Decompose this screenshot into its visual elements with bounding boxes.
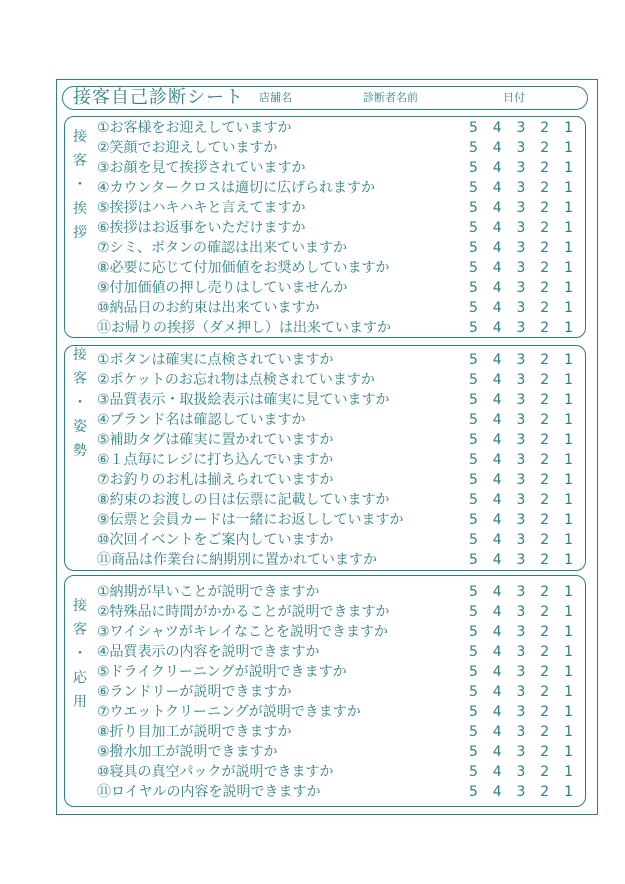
score-option[interactable]: 1: [564, 624, 573, 640]
score-option[interactable]: 5: [469, 552, 478, 568]
question-text: ⑧必要に応じて付加価値をお奨めしていますか: [97, 260, 390, 276]
question-text: ②特殊品に時間がかかることが説明できますか: [97, 604, 390, 620]
question-text: ⑨撥水加工が説明できますか: [97, 744, 278, 760]
score-option[interactable]: 3: [516, 452, 526, 468]
score-option[interactable]: 3: [516, 352, 526, 368]
question-text: ①ボタンは確実に点検されていますか: [97, 352, 334, 368]
score-option[interactable]: 3: [516, 512, 526, 528]
score-option[interactable]: 1: [564, 352, 573, 368]
section-title-char: ・: [73, 646, 87, 662]
score-option[interactable]: 3: [516, 744, 526, 760]
question-text: ①納期が早いことが説明できますか: [97, 584, 320, 600]
score-option[interactable]: 4: [492, 300, 502, 316]
question-text: ⑦ウエットクリーニングが説明できますか: [97, 704, 361, 720]
question-row: [97, 298, 577, 318]
score-option[interactable]: 3: [516, 412, 526, 428]
score-options: [469, 602, 573, 622]
question-row: [97, 218, 577, 238]
question-row: [97, 370, 577, 390]
score-option[interactable]: 3: [516, 684, 526, 700]
score-options: [469, 238, 573, 258]
score-option[interactable]: 4: [492, 372, 502, 388]
score-option[interactable]: 2: [540, 372, 550, 388]
score-option[interactable]: 2: [540, 604, 550, 620]
score-options: [469, 662, 573, 682]
score-option[interactable]: 1: [564, 140, 573, 156]
score-options: [469, 722, 573, 742]
score-option[interactable]: 2: [540, 532, 550, 548]
score-option[interactable]: 5: [469, 784, 478, 800]
score-option[interactable]: 2: [540, 744, 550, 760]
section-title-char: 姿: [73, 419, 87, 435]
score-options: [469, 702, 573, 722]
question-row: [97, 622, 577, 642]
score-option[interactable]: 2: [540, 260, 550, 276]
question-row: [97, 530, 577, 550]
score-option[interactable]: 4: [492, 604, 502, 620]
section-title-char: 接: [73, 129, 87, 145]
score-option[interactable]: 2: [540, 200, 550, 216]
score-option[interactable]: 5: [469, 300, 478, 316]
score-option[interactable]: 3: [516, 664, 526, 680]
score-option[interactable]: 5: [469, 220, 478, 236]
section-title-char: 用: [73, 694, 87, 710]
score-option[interactable]: 1: [564, 200, 573, 216]
score-option[interactable]: 2: [540, 412, 550, 428]
question-text: ⑧折り目加工が説明できますか: [97, 724, 292, 740]
score-option[interactable]: 4: [492, 584, 502, 600]
score-option[interactable]: 1: [564, 664, 573, 680]
score-option[interactable]: 2: [540, 724, 550, 740]
score-options: [469, 258, 573, 278]
question-text: ⑦お釣りのお札は揃えられていますか: [97, 472, 334, 488]
score-option[interactable]: 3: [516, 140, 526, 156]
score-option[interactable]: 4: [492, 200, 502, 216]
score-option[interactable]: 4: [492, 180, 502, 196]
question-row: [97, 318, 577, 338]
question-text: ②笑顔でお迎えしていますか: [97, 140, 278, 156]
score-option[interactable]: 5: [469, 604, 478, 620]
score-options: [469, 470, 573, 490]
score-option[interactable]: 4: [492, 392, 502, 408]
score-option[interactable]: 5: [469, 260, 478, 276]
score-option[interactable]: 3: [516, 240, 526, 256]
section-title-char: 接: [73, 347, 87, 363]
score-option[interactable]: 5: [469, 624, 478, 640]
score-option[interactable]: 2: [540, 764, 550, 780]
question-row: [97, 278, 577, 298]
score-options: [469, 762, 573, 782]
section-title-char: ・: [73, 395, 87, 411]
score-option[interactable]: 3: [516, 784, 526, 800]
score-option[interactable]: 5: [469, 664, 478, 680]
question-text: ⑩寝具の真空パックが説明できますか: [97, 764, 334, 780]
score-option[interactable]: 2: [540, 392, 550, 408]
score-option[interactable]: 1: [564, 180, 573, 196]
score-options: [469, 510, 573, 530]
question-row: [97, 662, 577, 682]
score-option[interactable]: 1: [564, 260, 573, 276]
question-text: ⑥１点毎にレジに打ち込んでいますか: [97, 452, 334, 468]
score-option[interactable]: 3: [516, 260, 526, 276]
score-option[interactable]: 4: [492, 120, 502, 136]
question-text: ⑧約束のお渡しの日は伝票に記載していますか: [97, 492, 390, 508]
score-option[interactable]: 1: [564, 532, 573, 548]
section-posture: [64, 345, 586, 571]
question-row: [97, 510, 577, 530]
question-text: ⑩納品日のお約束は出来ていますか: [97, 300, 320, 316]
section-title-char: 勢: [73, 443, 87, 459]
score-option[interactable]: 5: [469, 280, 478, 296]
score-option[interactable]: 5: [469, 584, 478, 600]
section-title: [71, 343, 89, 463]
score-option[interactable]: 5: [469, 704, 478, 720]
score-options: [469, 742, 573, 762]
score-option[interactable]: 4: [492, 664, 502, 680]
question-row: [97, 582, 577, 602]
question-text: ⑪お帰りの挨拶（ダメ押し）は出来ていますか: [97, 320, 391, 336]
question-row: [97, 350, 577, 370]
question-row: [97, 550, 577, 570]
score-option[interactable]: 4: [492, 624, 502, 640]
score-option[interactable]: 2: [540, 280, 550, 296]
question-row: [97, 118, 577, 138]
score-option[interactable]: 4: [492, 744, 502, 760]
score-options: [469, 550, 573, 570]
question-text: ①お客様をお迎えしていますか: [97, 120, 292, 136]
score-option[interactable]: 1: [564, 492, 573, 508]
score-option[interactable]: 3: [516, 532, 526, 548]
score-option[interactable]: 4: [492, 704, 502, 720]
question-row: [97, 702, 577, 722]
question-row: [97, 138, 577, 158]
score-option[interactable]: 1: [564, 472, 573, 488]
score-option[interactable]: 4: [492, 552, 502, 568]
score-option[interactable]: 2: [540, 512, 550, 528]
score-option[interactable]: 2: [540, 140, 550, 156]
score-option[interactable]: 4: [492, 280, 502, 296]
score-option[interactable]: 1: [564, 512, 573, 528]
section-application: [64, 575, 586, 807]
score-option[interactable]: 3: [516, 764, 526, 780]
score-option[interactable]: 4: [492, 764, 502, 780]
score-option[interactable]: 5: [469, 180, 478, 196]
score-option[interactable]: 3: [516, 604, 526, 620]
score-option[interactable]: 3: [516, 492, 526, 508]
score-option[interactable]: 3: [516, 180, 526, 196]
score-option[interactable]: 2: [540, 120, 550, 136]
score-option[interactable]: 1: [564, 372, 573, 388]
score-option[interactable]: 4: [492, 724, 502, 740]
section-title-char: 応: [73, 670, 87, 686]
score-option[interactable]: 4: [492, 160, 502, 176]
section-title-char: 挨: [73, 201, 87, 217]
section-title-char: 客: [73, 622, 87, 638]
score-option[interactable]: 2: [540, 472, 550, 488]
section-title: [71, 125, 89, 245]
score-option[interactable]: 5: [469, 644, 478, 660]
question-row: [97, 490, 577, 510]
score-option[interactable]: 2: [540, 552, 550, 568]
score-options: [469, 530, 573, 550]
score-options: [469, 430, 573, 450]
score-option[interactable]: 1: [564, 644, 573, 660]
score-option[interactable]: 1: [564, 584, 573, 600]
score-option[interactable]: 3: [516, 120, 526, 136]
question-row: [97, 238, 577, 258]
score-options: [469, 390, 573, 410]
score-option[interactable]: 4: [492, 784, 502, 800]
score-option[interactable]: 2: [540, 624, 550, 640]
question-row: [97, 722, 577, 742]
score-option[interactable]: 5: [469, 120, 478, 136]
score-option[interactable]: 5: [469, 532, 478, 548]
score-option[interactable]: 2: [540, 684, 550, 700]
score-options: [469, 642, 573, 662]
section-title-char: 拶: [73, 225, 87, 241]
score-options: [469, 682, 573, 702]
score-options: [469, 218, 573, 238]
question-text: ⑪ロイヤルの内容を説明できますか: [97, 784, 321, 800]
question-text: ③ワイシャツがキレイなことを説明できますか: [97, 624, 389, 640]
score-options: [469, 622, 573, 642]
score-option[interactable]: 4: [492, 260, 502, 276]
score-option[interactable]: 1: [564, 160, 573, 176]
score-option[interactable]: 3: [516, 220, 526, 236]
question-text: ⑥挨拶はお返事をいただけますか: [97, 220, 306, 236]
section-title-char: ・: [73, 177, 87, 193]
section-title-char: 客: [73, 153, 87, 169]
question-text: ⑤ドライクリーニングが説明できますか: [97, 664, 347, 680]
question-text: ④ブランド名は確認していますか: [97, 412, 306, 428]
question-text: ⑦シミ、ボタンの確認は出来ていますか: [97, 240, 347, 256]
score-option[interactable]: 5: [469, 764, 478, 780]
score-option[interactable]: 1: [564, 744, 573, 760]
score-option[interactable]: 1: [564, 764, 573, 780]
score-option[interactable]: 2: [540, 432, 550, 448]
score-options: [469, 450, 573, 470]
score-options: [469, 490, 573, 510]
question-text: ④カウンタークロスは適切に広げられますか: [97, 180, 375, 196]
question-row: [97, 258, 577, 278]
question-text: ⑤挨拶はハキハキと言えてますか: [97, 200, 306, 216]
score-option[interactable]: 1: [564, 452, 573, 468]
question-text: ⑥ランドリーが説明できますか: [97, 684, 292, 700]
question-text: ②ポケットのお忘れ物は点検されていますか: [97, 372, 375, 388]
score-option[interactable]: 1: [564, 392, 573, 408]
score-option[interactable]: 3: [516, 160, 526, 176]
score-options: [469, 410, 573, 430]
score-option[interactable]: 5: [469, 160, 478, 176]
score-option[interactable]: 5: [469, 392, 478, 408]
score-option[interactable]: 3: [516, 280, 526, 296]
score-option[interactable]: 4: [492, 220, 502, 236]
score-option[interactable]: 1: [564, 412, 573, 428]
score-option[interactable]: 2: [540, 220, 550, 236]
score-option[interactable]: 2: [540, 452, 550, 468]
score-option[interactable]: 4: [492, 644, 502, 660]
score-option[interactable]: 4: [492, 532, 502, 548]
score-option[interactable]: 5: [469, 492, 478, 508]
score-options: [469, 298, 573, 318]
score-option[interactable]: 1: [564, 552, 573, 568]
score-option[interactable]: 1: [564, 320, 573, 336]
score-option[interactable]: 3: [516, 472, 526, 488]
section-title-char: 客: [73, 371, 87, 387]
score-option[interactable]: 3: [516, 624, 526, 640]
question-text: ⑪商品は作業台に納期別に置かれていますか: [97, 552, 377, 568]
score-option[interactable]: 5: [469, 432, 478, 448]
question-row: [97, 450, 577, 470]
store-name-label: 店舗名: [259, 91, 292, 104]
score-option[interactable]: 5: [469, 412, 478, 428]
score-options: [469, 138, 573, 158]
score-option[interactable]: 4: [492, 240, 502, 256]
score-options: [469, 278, 573, 298]
question-text: ③品質表示・取扱絵表示は確実に見ていますか: [97, 392, 390, 408]
score-option[interactable]: 4: [492, 412, 502, 428]
score-option[interactable]: 1: [564, 240, 573, 256]
score-option[interactable]: 1: [564, 280, 573, 296]
question-row: [97, 682, 577, 702]
score-option[interactable]: 3: [516, 584, 526, 600]
score-option[interactable]: 4: [492, 320, 502, 336]
score-option[interactable]: 1: [564, 120, 573, 136]
score-options: [469, 370, 573, 390]
score-option[interactable]: 5: [469, 452, 478, 468]
score-options: [469, 158, 573, 178]
score-option[interactable]: 3: [516, 724, 526, 740]
score-option[interactable]: 5: [469, 240, 478, 256]
score-option[interactable]: 2: [540, 300, 550, 316]
question-row: [97, 178, 577, 198]
score-option[interactable]: 3: [516, 432, 526, 448]
score-option[interactable]: 2: [540, 644, 550, 660]
score-option[interactable]: 2: [540, 180, 550, 196]
score-option[interactable]: 3: [516, 552, 526, 568]
score-option[interactable]: 3: [516, 704, 526, 720]
question-text: ⑤補助タグは確実に置かれていますか: [97, 432, 334, 448]
score-option[interactable]: 4: [492, 140, 502, 156]
question-row: [97, 470, 577, 490]
score-option[interactable]: 1: [564, 724, 573, 740]
question-row: [97, 390, 577, 410]
score-options: [469, 782, 573, 802]
question-text: ③お顔を見て挨拶されていますか: [97, 160, 306, 176]
score-option[interactable]: 5: [469, 140, 478, 156]
score-option[interactable]: 5: [469, 684, 478, 700]
score-options: [469, 350, 573, 370]
score-option[interactable]: 4: [492, 492, 502, 508]
score-option[interactable]: 5: [469, 724, 478, 740]
score-option[interactable]: 2: [540, 492, 550, 508]
score-option[interactable]: 4: [492, 352, 502, 368]
score-option[interactable]: 5: [469, 744, 478, 760]
question-row: [97, 782, 577, 802]
score-options: [469, 118, 573, 138]
score-option[interactable]: 3: [516, 320, 526, 336]
score-option[interactable]: 5: [469, 372, 478, 388]
question-row: [97, 158, 577, 178]
score-option[interactable]: 1: [564, 684, 573, 700]
score-option[interactable]: 5: [469, 512, 478, 528]
score-option[interactable]: 3: [516, 644, 526, 660]
score-option[interactable]: 2: [540, 704, 550, 720]
score-option[interactable]: 3: [516, 300, 526, 316]
score-option[interactable]: 2: [540, 352, 550, 368]
score-options: [469, 178, 573, 198]
score-option[interactable]: 1: [564, 604, 573, 620]
score-option[interactable]: 5: [469, 472, 478, 488]
question-row: [97, 642, 577, 662]
score-option[interactable]: 5: [469, 352, 478, 368]
score-option[interactable]: 4: [492, 472, 502, 488]
question-text: ⑨伝票と会員カードは一緒にお返ししていますか: [97, 512, 404, 528]
question-row: [97, 410, 577, 430]
question-row: [97, 198, 577, 218]
score-option[interactable]: 3: [516, 372, 526, 388]
date-label: 日付: [503, 91, 525, 104]
score-option[interactable]: 3: [516, 392, 526, 408]
score-option[interactable]: 2: [540, 584, 550, 600]
score-option[interactable]: 1: [564, 300, 573, 316]
score-option[interactable]: 1: [564, 432, 573, 448]
section-title: [71, 594, 89, 714]
score-options: [469, 582, 573, 602]
diagnoser-name-label: 診断者名前: [363, 91, 418, 104]
score-option[interactable]: 4: [492, 452, 502, 468]
score-options: [469, 198, 573, 218]
question-row: [97, 602, 577, 622]
sheet-header: [62, 86, 588, 110]
question-row: [97, 742, 577, 762]
question-row: [97, 430, 577, 450]
score-option[interactable]: 2: [540, 320, 550, 336]
score-option[interactable]: 1: [564, 784, 573, 800]
score-option[interactable]: 2: [540, 160, 550, 176]
question-text: ⑨付加価値の押し売りはしていませんか: [97, 280, 348, 296]
score-option[interactable]: 3: [516, 200, 526, 216]
score-option[interactable]: 2: [540, 664, 550, 680]
score-option[interactable]: 2: [540, 240, 550, 256]
score-option[interactable]: 4: [492, 684, 502, 700]
question-text: ④品質表示の内容を説明できますか: [97, 644, 320, 660]
score-option[interactable]: 4: [492, 512, 502, 528]
score-option[interactable]: 4: [492, 432, 502, 448]
score-option[interactable]: 5: [469, 320, 478, 336]
score-options: [469, 318, 573, 338]
question-text: ⑩次回イベントをご案内していますか: [97, 532, 334, 548]
section-greeting: [64, 116, 586, 338]
score-option[interactable]: 5: [469, 200, 478, 216]
score-option[interactable]: 1: [564, 220, 573, 236]
score-option[interactable]: 2: [540, 784, 550, 800]
sheet-title: 接客自己診断シート: [73, 87, 244, 108]
question-row: [97, 762, 577, 782]
section-title-char: 接: [73, 598, 87, 614]
score-option[interactable]: 1: [564, 704, 573, 720]
